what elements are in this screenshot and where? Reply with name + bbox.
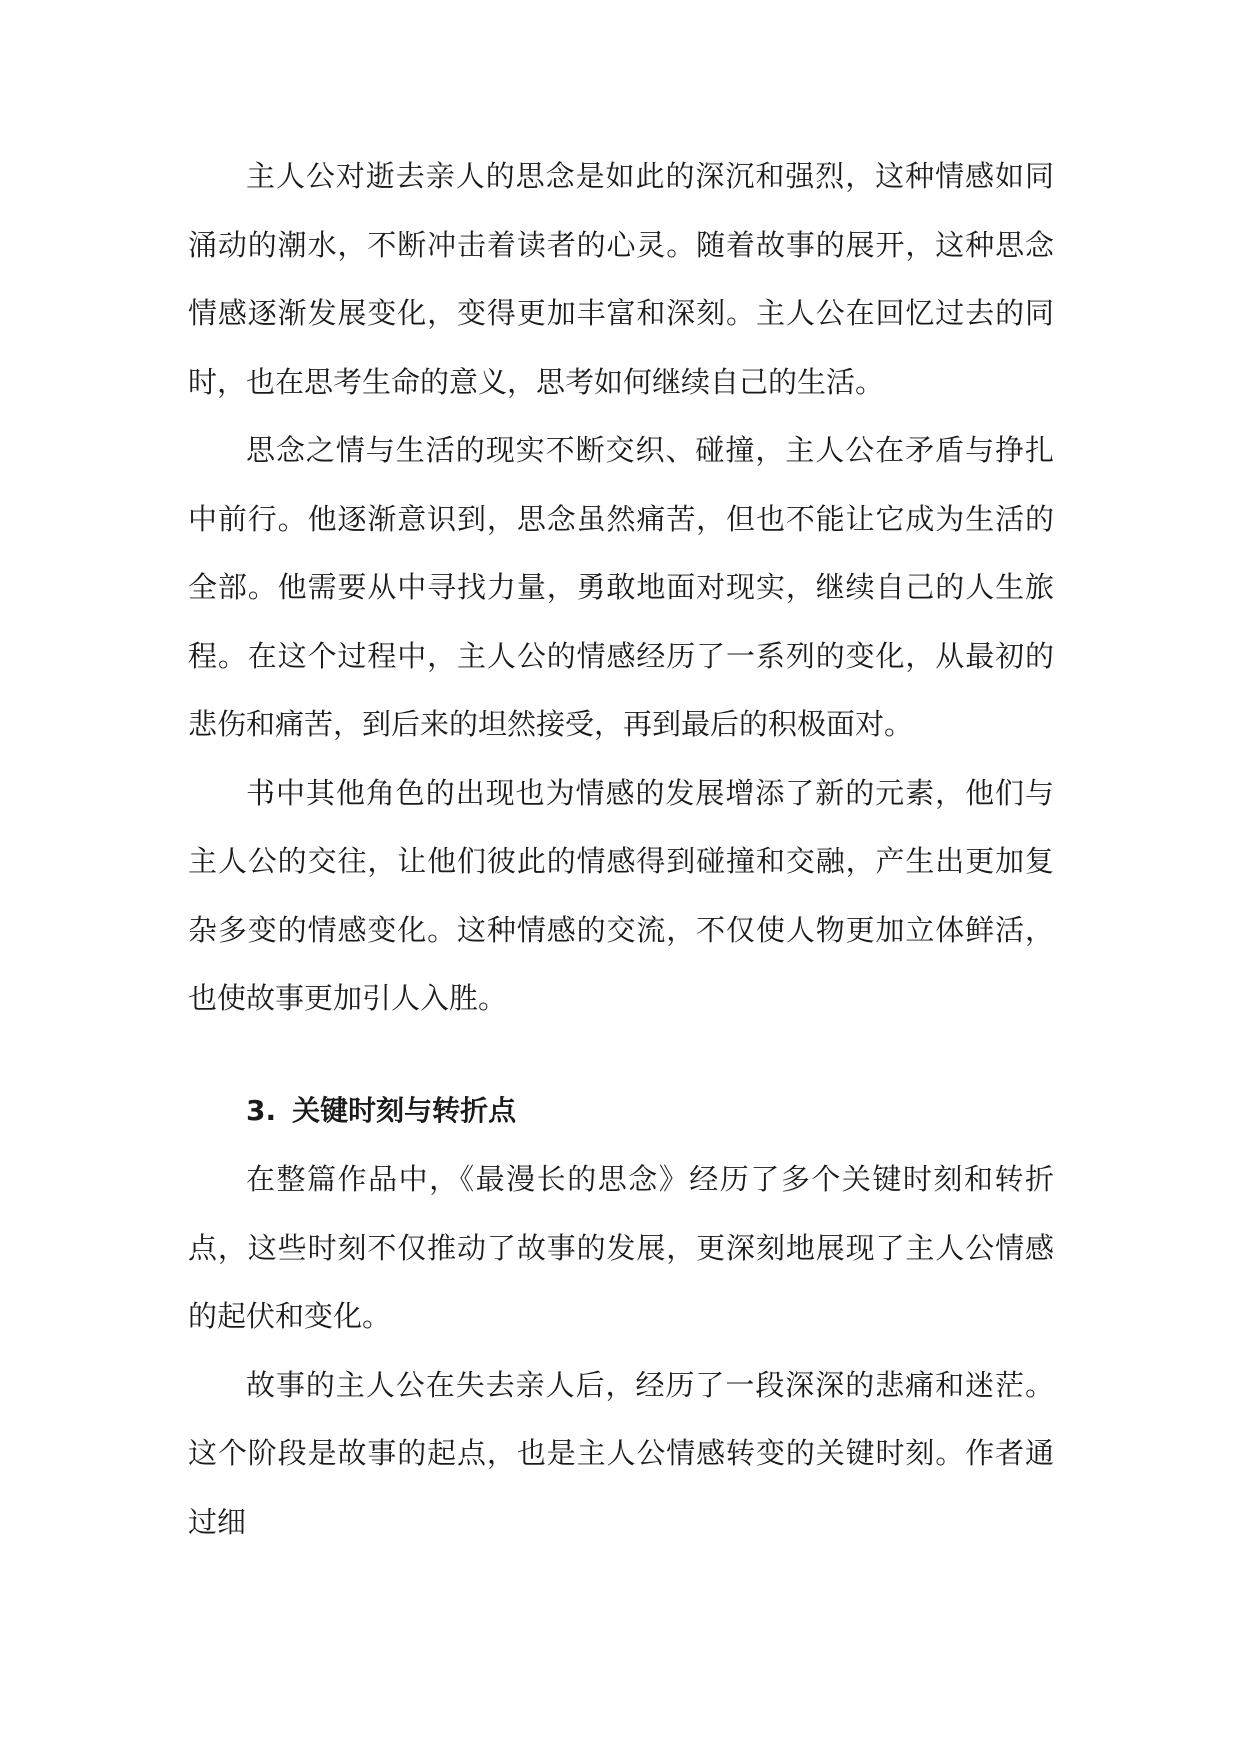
paragraph-3: 书中其他角色的出现也为情感的发展增添了新的元素，他们与主人公的交往，让他们彼此的情感得到碰撞和交融，产生出更加复杂多变的情感变化。这种情感的交流，不仅使人物更加立体鲜活，也使故事更加引人入胜。 xyxy=(188,775,1054,1015)
section-heading xyxy=(188,1077,1054,1146)
section-number: 3. xyxy=(246,1093,277,1127)
section-title: 关键时刻与转折点 xyxy=(292,1093,517,1127)
paragraph-5: 故事的主人公在失去亲人后，经历了一段深深的悲痛和迷茫。这个阶段是故事的起点，也是主人公情感转变的关键时刻。作者通过细 xyxy=(188,1367,1054,1539)
paragraph-4: 在整篇作品中，《最漫长的思念》经历了多个关键时刻和转折点，这些时刻不仅推动了故事的发展，更深刻地展现了主人公情感的起伏和变化。 xyxy=(188,1162,1054,1333)
document-body xyxy=(188,142,1054,1556)
paragraph-1: 主人公对逝去亲人的思念是如此的深沉和强烈，这种情感如同涌动的潮水，不断冲击着读者的心灵。随着故事的展开，这种思念情感逐渐发展变化，变得更加丰富和深刻。主人公在回忆过去的同时，也在思考生命的意义，思考如何继续自己的生活。 xyxy=(188,159,1054,399)
paragraph-2: 思念之情与生活的现实不断交织、碰撞，主人公在矛盾与挣扎中前行。他逐渐意识到，思念虽然痛苦，但也不能让它成为生活的全部。他需要从中寻找力量，勇敢地面对现实，继续自己的人生旅程。在这个过程中，主人公的情感经历了一系列的变化，从最初的悲伤和痛苦，到后来的坦然接受，再到最后的积极面对。 xyxy=(188,433,1054,741)
